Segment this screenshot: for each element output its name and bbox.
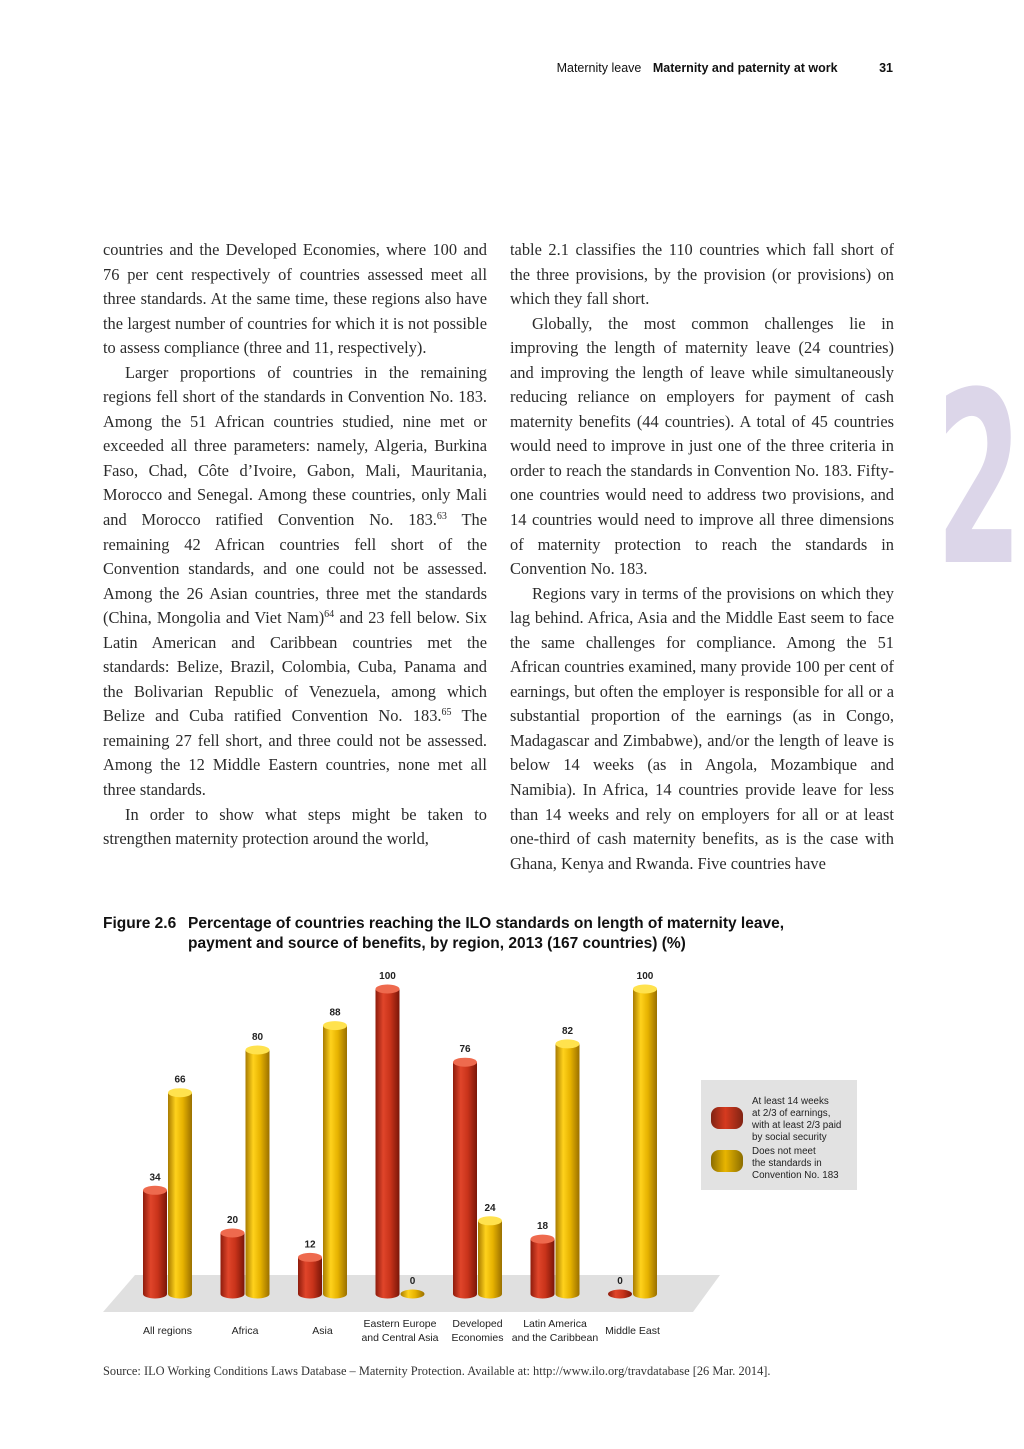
figure-title: Percentage of countries reaching the ILO standards on length of maternity leave, payment and source of benefits, by region, 2013 (167 countries) (%): [188, 915, 785, 952]
header-section-title: Maternity leave: [556, 61, 642, 75]
bar-yellow: [168, 1088, 192, 1298]
paragraph: table 2.1 classifies the 110 countries which fall short of the three provisions, by the provision (or provisions) on which they fall short.: [510, 240, 894, 309]
data-label: 34: [149, 1172, 161, 1184]
bar-red: [143, 1186, 167, 1299]
data-label: 88: [329, 1007, 341, 1019]
body-column-left: [103, 238, 487, 852]
data-label: 100: [636, 971, 654, 982]
body-column-right: [510, 238, 894, 876]
chapter-number: 2: [936, 342, 1023, 619]
footnote-ref[interactable]: 64: [324, 609, 335, 621]
category-label: Latin America: [523, 1318, 587, 1330]
category-label: and Central Asia: [361, 1332, 439, 1344]
header-chapter-title: Maternity and paternity at work: [652, 61, 838, 75]
category-label: Asia: [312, 1325, 333, 1337]
data-label: 0: [409, 1276, 416, 1287]
bar-yellow: [633, 985, 657, 1299]
bar-yellow: [401, 1290, 425, 1299]
data-label: 24: [484, 1202, 496, 1214]
legend-label: At least 14 weeks at 2/3 of earnings, with at least 2/3 paid by social security: [752, 1096, 842, 1143]
paragraph: Globally, the most common challenges lie in improving the length of maternity leave (24 countries) and improving the length of leave while simultaneously reducing reliance on employers for payment of cash maternity benefits (44 countries). A total of 45 countries would need to improve in just one of the three criteria in order to reach the standards in Convention No. 183. Fifty-one countries would need to address two provisions, and 14 countries would need to improve all three dimensions of maternity protection to reach the standards in Convention No. 183.: [510, 313, 894, 579]
category-label: Economies: [451, 1332, 504, 1344]
bar-yellow: [478, 1216, 502, 1298]
bar-red: [298, 1253, 322, 1299]
legend-swatch-red: [711, 1107, 743, 1129]
figure-source: Source: ILO Working Conditions Laws Database – Maternity Protection. Available at: http://www.ilo.org/travdatabase [26 Mar. 2014].: [103, 1364, 771, 1378]
data-label: 66: [174, 1074, 186, 1086]
paragraph: In order to show what steps might be taken to strengthen maternity protection around the world,: [103, 804, 487, 849]
footnote-ref[interactable]: 65: [441, 707, 452, 719]
category-label: and the Caribbean: [511, 1332, 599, 1344]
page-number: 31: [879, 61, 893, 75]
bar-red: [376, 985, 400, 1299]
figure-label: Figure 2.6: [103, 915, 177, 932]
data-label: 18: [536, 1221, 549, 1233]
paragraph: Regions vary in terms of the provisions on which they lag behind. Africa, Asia and the Middle East seem to face the same challenges for compliance. Among the 51 African countries examined, many provide 100 per cent of earnings, but often the employer is responsible for all or a substantial proportion of the earnings (as in Congo, Madagascar and Zimbabwe), and/or the length of leave is below 14 weeks (as in Angola, Mozambique and Namibia). In Africa, 14 countries provide leave for less than 14 weeks and rely on employers for all or at least one-third of cash maternity benefits, as is the case with Ghana, Kenya and Rwanda. Five countries have: [510, 583, 894, 873]
category-label: All regions: [142, 1325, 193, 1337]
data-label: 0: [617, 1276, 623, 1287]
bar-red: [608, 1290, 632, 1299]
category-label: Middle East: [605, 1325, 660, 1337]
bar-yellow: [556, 1039, 580, 1298]
bar-yellow: [246, 1046, 270, 1299]
legend-label: Does not meet the standards in Convention No. 183: [752, 1146, 839, 1181]
legend-swatch-yellow: [711, 1150, 743, 1172]
data-label: 80: [251, 1032, 264, 1043]
data-label: 100: [379, 971, 396, 982]
category-label: Developed: [452, 1318, 503, 1330]
running-header: [557, 61, 893, 75]
category-label: Africa: [231, 1325, 259, 1337]
bar-yellow: [323, 1021, 347, 1298]
bar-red: [221, 1229, 245, 1299]
bar-red: [453, 1058, 477, 1299]
data-label: 82: [561, 1025, 574, 1037]
data-label: 20: [226, 1215, 239, 1226]
chart-legend: [701, 1080, 857, 1190]
footnote-ref[interactable]: 63: [436, 511, 447, 523]
category-label: Eastern Europe: [363, 1318, 437, 1330]
data-label: 12: [304, 1239, 316, 1251]
paragraph: Larger proportions of countries in the remaining regions fell short of the standards in Convention No. 183. Among the 51 African countries studied, nine met or exceeded all three parameters: namely, Algeria, Burkina Faso, Chad, Côte d’Ivoire, Gabon, Mali, Mauritania, Morocco and Senegal. Among these countries, only Mali and Morocco ratified Convention No. 183.63 The remaining 42 African countries fell short of the Convention standards, and one could not be assessed. Among the 26 Asian countries, three met the standards (China, Mongolia and Viet Nam)$^{64}$ and 23 fell below. Six Latin American and Caribbean countries met the standards: Belize, Brazil, Colombia, Cuba, Panama and the Bolivarian Republic of Venezuela, among which Belize and Cuba ratified Convention No. 183.65 The remaining 27 fell short, and three could not be assessed. Among the 12 Middle Eastern countries, none met all three standards.: [103, 362, 487, 800]
data-label: 76: [459, 1044, 471, 1056]
paragraph: countries and the Developed Economies, where 100 and 76 per cent respectively of countries assessed meet all three standards. At the same time, these regions also have the largest number of countries for which it is not possible to assess compliance (three and 11, respectively).: [103, 240, 487, 358]
bar-chart: [95, 960, 735, 1355]
figure-caption: [103, 914, 823, 954]
bar-red: [531, 1235, 555, 1299]
